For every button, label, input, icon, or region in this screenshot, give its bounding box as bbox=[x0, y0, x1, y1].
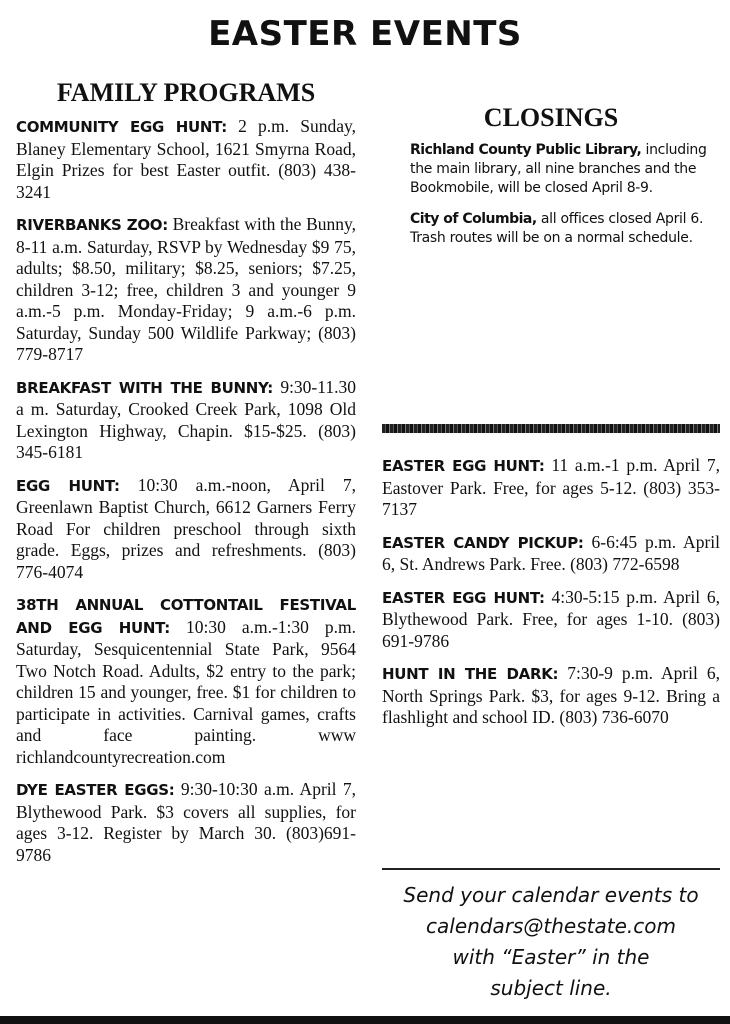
page-title: EASTER EVENTS bbox=[208, 14, 522, 54]
closings-section bbox=[382, 103, 720, 260]
event-details: 2 p.m. Sunday, Blaney Elementary School, 1621 Smyrna Road, Elgin Prizes for best Easter outfit. (803) 438-3241 bbox=[16, 116, 356, 202]
promo-line: with “Easter” in the bbox=[452, 945, 650, 969]
event-item bbox=[16, 475, 356, 584]
event-item bbox=[16, 779, 356, 866]
event-item bbox=[16, 214, 356, 366]
event-item bbox=[382, 455, 720, 521]
event-label: HUNT IN THE DARK: bbox=[382, 665, 559, 683]
event-details: 4:30-5:15 p.m. April 6, Blythewood Park. Free, for ages 1-10. (803) 691-9786 bbox=[382, 586, 721, 651]
event-details: 9:30-11.30 a m. Saturday, Crooked Creek Park, 1098 Old Lexington Highway, Chapin. $15-$25. (803) 345-6181 bbox=[16, 376, 356, 462]
event-label: 38TH ANNUAL COTTONTAIL FESTIVAL AND EGG HUNT: bbox=[16, 596, 356, 637]
event-item bbox=[16, 594, 356, 768]
promo-email: calendars@thestate.com bbox=[426, 914, 676, 938]
family-programs-heading: FAMILY PROGRAMS bbox=[56, 78, 316, 107]
event-label: RIVERBANKS ZOO: bbox=[16, 216, 168, 234]
closing-item bbox=[410, 141, 720, 198]
closings-heading: CLOSINGS bbox=[483, 103, 619, 132]
event-details: 7:30-9 p.m. April 6, North Springs Park. $3, for ages 9-12. Bring a flashlight and school ID. (803) 736-6070 bbox=[382, 663, 720, 727]
event-label: COMMUNITY EGG HUNT: bbox=[16, 118, 227, 136]
event-item bbox=[16, 116, 356, 203]
event-item bbox=[16, 377, 356, 464]
closing-item bbox=[410, 210, 720, 248]
bottom-border bbox=[0, 1016, 730, 1024]
event-item bbox=[382, 663, 720, 729]
closing-details: including the main library, all nine branches and the Bookmobile, will be closed April 8-9. bbox=[410, 142, 707, 196]
event-item bbox=[382, 532, 720, 576]
section-divider bbox=[382, 424, 720, 433]
event-label: EASTER EGG HUNT: bbox=[382, 457, 545, 475]
event-details: 11 a.m.-1 p.m. April 7, Eastover Park. Free, for ages 5-12. (803) 353-7137 bbox=[382, 455, 720, 519]
more-events-section bbox=[382, 455, 720, 740]
family-programs-section bbox=[16, 78, 356, 877]
closing-label: City of Columbia, bbox=[410, 211, 537, 227]
closing-label: Richland County Public Library, bbox=[410, 142, 642, 158]
event-details: 9:30-10:30 a.m. April 7, Blythewood Park. $3 covers all supplies, for ages 3-12. Register by March 30. (803)691-9786 bbox=[16, 779, 356, 865]
event-label: BREAKFAST WITH THE BUNNY: bbox=[16, 378, 273, 397]
promo-divider bbox=[382, 868, 720, 870]
event-details: 10:30 a.m.-noon, April 7, Greenlawn Baptist Church, 6612 Garners Ferry Road For children preschool through sixth grade. Eggs, prizes and refreshments. (803) 776-4074 bbox=[16, 474, 356, 582]
event-label: DYE EASTER EGGS: bbox=[16, 781, 175, 799]
event-label: EGG HUNT: bbox=[16, 476, 120, 495]
promo-line: subject line. bbox=[490, 976, 612, 1000]
closing-details: all offices closed April 6. Trash routes will be on a normal schedule. bbox=[410, 211, 704, 246]
event-details: 6-6:45 p.m. April 6, St. Andrews Park. Free. (803) 772-6598 bbox=[382, 531, 720, 574]
event-details: Breakfast with the Bunny, 8-11 a.m. Saturday, RSVP by Wednesday $9 75, adults; $8.50, military; $8.25, seniors; $7.25, children 3-12; free, children 3 and younger 9 a.m.-5 p.m. Monday-Friday; 9 a.m.-6 p.m. Saturday, Sunday 500 Wildlife Parkway; (803) 779-8717 bbox=[16, 214, 356, 364]
promo-line: Send your calendar events to bbox=[403, 883, 699, 907]
event-item bbox=[382, 587, 720, 653]
submission-note bbox=[382, 880, 720, 1004]
event-label: EASTER EGG HUNT: bbox=[382, 588, 545, 607]
event-details: 10:30 a.m.-1:30 p.m. Saturday, Sesquicentennial State Park, 9564 Two Notch Road. Adults, $2 entry to the park; children 15 and younger, free. $1 for children to participate in activities. Carnival games, crafts and face painting. www richlandcountyrecreation.com bbox=[16, 616, 356, 767]
event-label: EASTER CANDY PICKUP: bbox=[382, 533, 584, 552]
